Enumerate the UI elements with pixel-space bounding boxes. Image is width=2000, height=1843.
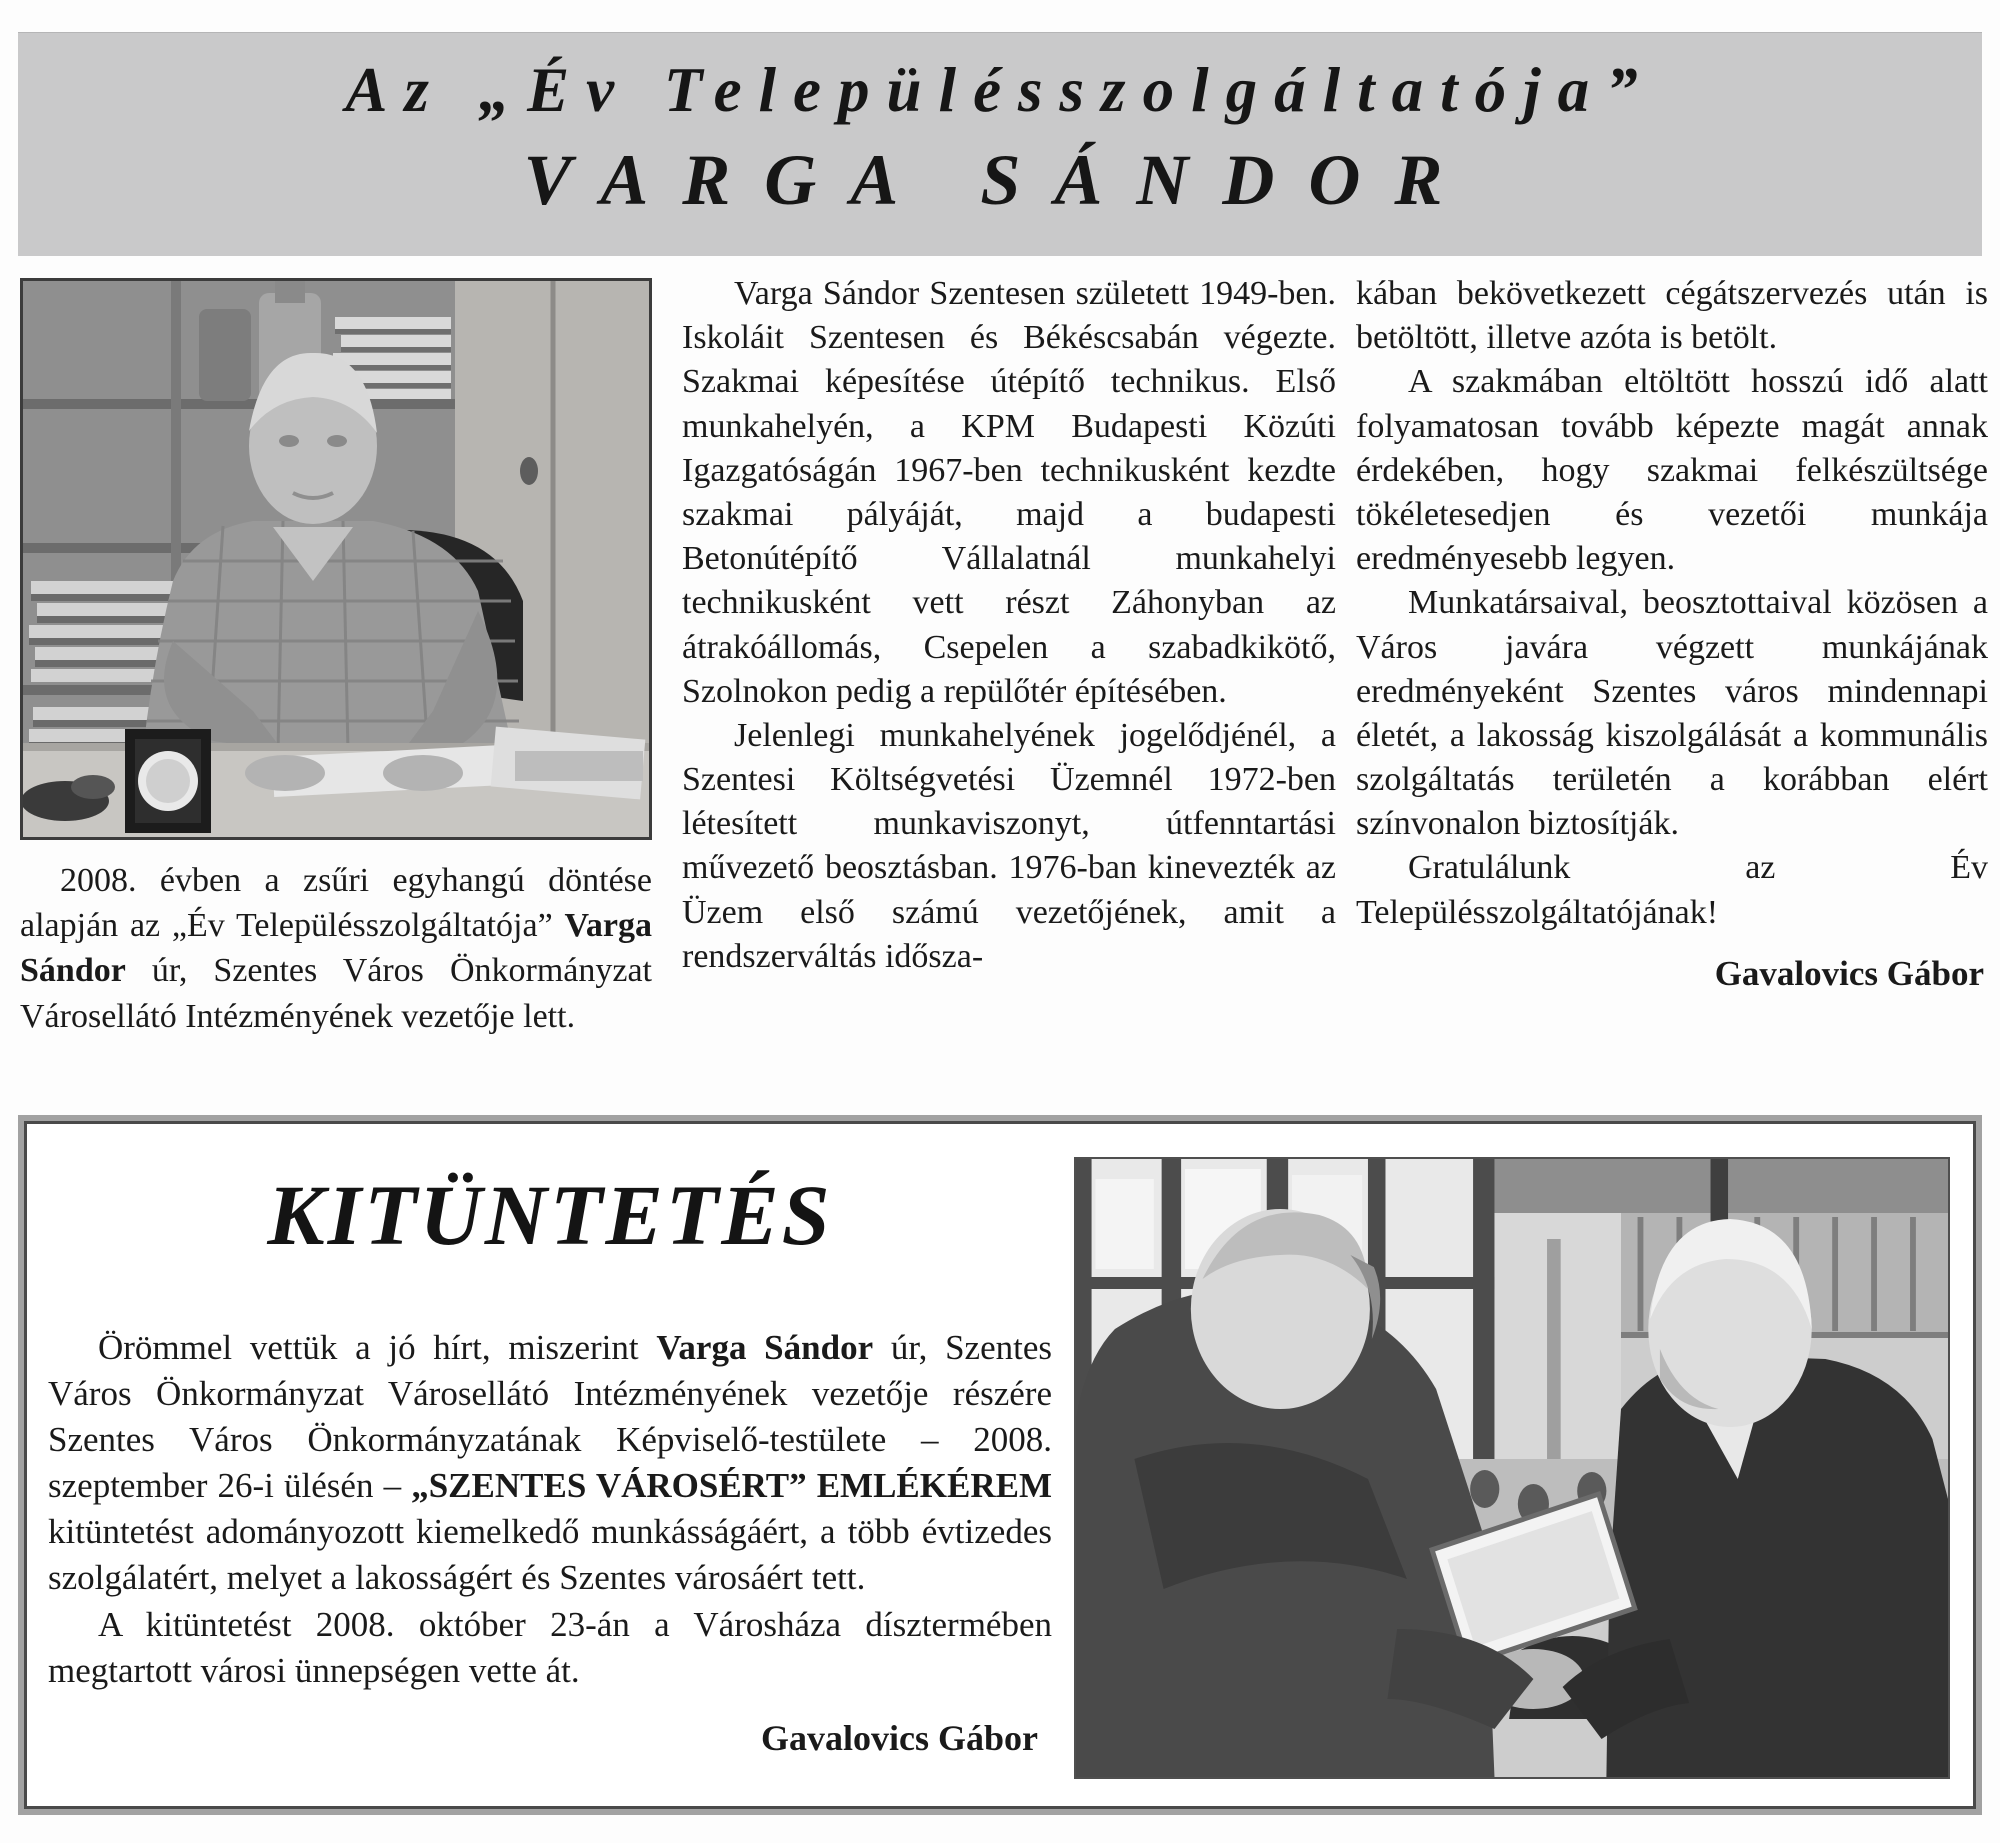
- award-box-text: [48, 1145, 1052, 1789]
- article-column-left: [20, 278, 652, 1039]
- caption-text-post: úr, Szentes Város Önkormányzat Városellátó Intézményének vezetője lett.: [20, 952, 652, 1035]
- award-p1-bold-award: „SZENTES VÁROSÉRT” EMLÉKÉREM: [411, 1466, 1052, 1506]
- award-p1-pre: Örömmel vettük a jó hírt, miszerint: [98, 1327, 657, 1367]
- article-paragraph: Jelenlegi munkahelyének jogelődjénél, a Szentesi Költségvetési Üzemnél 1972-ben létesített munkaviszonyt, útfenntartási művezető beosztásban. 1976-ban kinevezték az Üzem első számú vezetőjének, amit a rendszerváltás idősza-: [682, 716, 1336, 975]
- photo-caption: [20, 858, 652, 1039]
- article-column-right: [1356, 272, 1988, 996]
- award-signature: Gavalovics Gábor: [761, 1718, 1038, 1759]
- article-paragraph: Munkatársaival, beosztottaival közösen a Város javára végzett munkájának eredményeként Szentes város mindennapi életét, a lakosság kiszolgálását a kommunális szolgáltatás területén a korábban elért színvonalon biztosítják.: [1356, 584, 1988, 843]
- caption-text-pre: 2008. évben a zsűri egyhangú döntése alapján az „Év Településszolgáltatója”: [20, 862, 652, 945]
- article-paragraph: Varga Sándor Szentesen született 1949-ben. Iskoláit Szentesen és Békéscsabán végezte. Szakmai képesítése útépítő technikus. Első munkahelyén, a KPM Budapesti Közúti Igazgatóságán 1967-ben technikusként kezdte szakmai pályáját, majd a budapesti Betonútépítő Vállalatnál munkahelyi technikusként vett részt Záhonyban az átrakóállomás, Csepelen a szabadkikötő, Szolnokon pedig a repülőtér építésében.: [682, 275, 1336, 710]
- caption-bold-name: Varga Sándor: [20, 907, 652, 990]
- ceremony-photo-art: [1076, 1159, 1948, 1777]
- page-title-line2: VARGA SÁNDOR: [523, 140, 1477, 220]
- article-signature: Gavalovics Gábor: [1714, 953, 1984, 993]
- article-paragraph: Gratulálunk az Év Településszolgáltatójának!: [1356, 849, 1988, 931]
- portrait-photo-art: [23, 281, 649, 837]
- article-paragraph: kában bekövetkezett cégátszervezés után is betöltött, illetve azóta is betölt.: [1356, 275, 1988, 357]
- award-paragraph: [48, 1325, 1052, 1602]
- article-paragraph: A szakmában eltöltött hosszú idő alatt folyamatosan tovább képezte magát annak érdekében, hogy szakmai felkészültsége tökéletesedjen és vezetői munkája eredményesebb legyen.: [1356, 363, 1988, 578]
- award-box: [18, 1115, 1982, 1815]
- ceremony-photo: [1074, 1157, 1950, 1779]
- award-p1-bold-name: Varga Sándor: [656, 1327, 874, 1367]
- award-p1-mid: úr, Szentes Város Önkormányzat Városellátó Intézményének vezetője részére Szentes Város Önkormányzatának Képviselő-testülete – 2008. szeptember 26-i ülésén –: [48, 1327, 1053, 1506]
- award-paragraph: A kitüntetést 2008. október 23-án a Városháza dísztermében megtartott városi ünnepségen vette át.: [48, 1604, 1052, 1690]
- article-column-middle: [682, 272, 1336, 979]
- award-heading: KITÜNTETÉS: [267, 1167, 833, 1263]
- award-p1-post: kitüntetést adományozott kiemelkedő munkásságáért, a több évtizedes szolgálatért, melyet a lakosságért és Szentes városáért tett.: [48, 1512, 1052, 1598]
- masthead-band: [18, 32, 1982, 256]
- page-title-line1: Az „Év Településszolgáltatója”: [345, 55, 1655, 125]
- portrait-photo: [20, 278, 652, 840]
